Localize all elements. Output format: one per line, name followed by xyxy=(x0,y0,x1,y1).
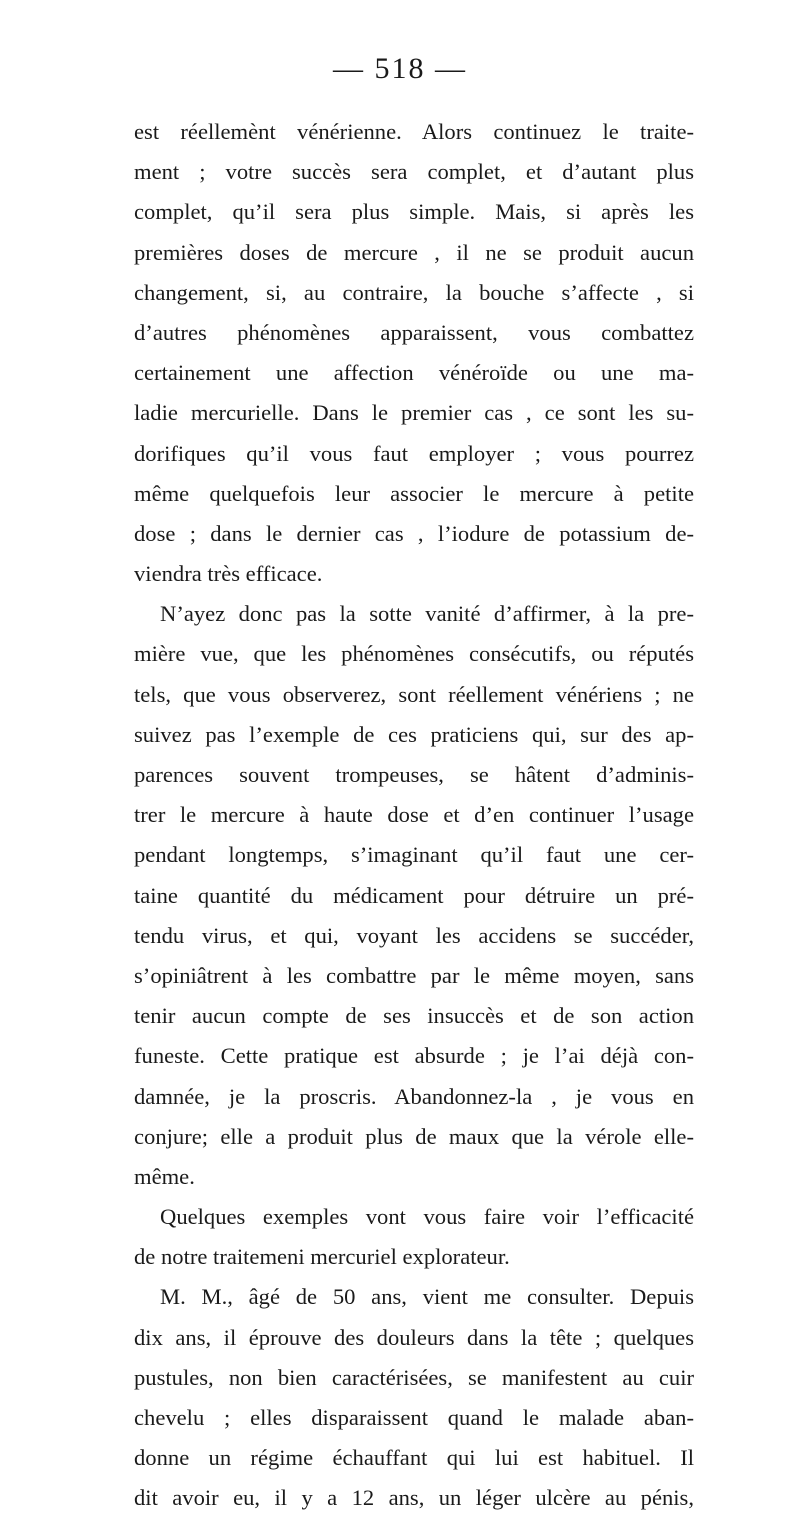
text-line: ment ; votre succès sera complet, et d’autant plus xyxy=(134,159,694,185)
text-line: viendra très efficace. xyxy=(134,561,323,587)
text-line: certainement une affection vénéroïde ou une ma- xyxy=(134,360,694,386)
text-line: dix ans, il éprouve des douleurs dans la tête ; quelques xyxy=(134,1324,694,1350)
text-line: damnée, je la proscris. Abandonnez-la , je vous en xyxy=(134,1083,694,1109)
text-line: mière vue, que les phénomènes consécutifs, ou réputés xyxy=(134,641,694,667)
text-line: pustules, non bien caractérisées, se manifestent au cuir xyxy=(134,1364,694,1390)
text-line: tendu virus, et qui, voyant les accidens se succéder, xyxy=(134,922,694,948)
text-line: funeste. Cette pratique est absurde ; je l’ai déjà con- xyxy=(134,1043,694,1069)
text-line: Quelques exemples vont vous faire voir l’efficacité xyxy=(160,1204,694,1230)
text-line: tels, que vous observerez, sont réellement vénériens ; ne xyxy=(134,681,694,707)
text-line: complet, qu’il sera plus simple. Mais, si après les xyxy=(134,199,694,225)
text-line: est réellemènt vénérienne. Alors continuez le traite- xyxy=(134,119,694,144)
text-line: même quelquefois leur associer le mercure à petite xyxy=(134,480,694,506)
text-line: ladie mercurielle. Dans le premier cas , ce sont les su- xyxy=(134,400,694,426)
page-number: — 518 — xyxy=(333,52,467,85)
text-line: parences souvent trompeuses, se hâtent d’adminis- xyxy=(134,762,694,787)
text-line: même. xyxy=(134,1163,195,1189)
text-line: premières doses de mercure , il ne se produit aucun xyxy=(134,239,694,265)
text-line: pendant longtemps, s’imaginant qu’il faut une cer- xyxy=(134,842,694,868)
text-line: taine quantité du médicament pour détruire un pré- xyxy=(134,882,694,908)
text-line: dorifiques qu’il vous faut employer ; vous pourrez xyxy=(134,440,694,466)
text-line: trer le mercure à haute dose et d’en continuer l’usage xyxy=(134,802,694,828)
text-line: conjure; elle a produit plus de maux que la vérole elle- xyxy=(134,1123,694,1149)
text-line: M. M., âgé de 50 ans, vient me consulter. Depuis xyxy=(160,1284,694,1310)
text-line: d’autres phénomènes apparaissent, vous combattez xyxy=(134,319,694,345)
text-line: N’ayez donc pas la sotte vanité d’affirmer, à la pre- xyxy=(160,601,694,627)
text-line: dose ; dans le dernier cas , l’iodure de potassium de- xyxy=(134,520,694,546)
text-line: donne un régime échauffant qui lui est habituel. Il xyxy=(134,1445,694,1471)
text-line: dit avoir eu, il y a 12 ans, un léger ulcère au pénis, xyxy=(134,1485,694,1511)
text-line: chevelu ; elles disparaissent quand le malade aban- xyxy=(134,1405,694,1430)
text-line: de notre traitemeni mercuriel explorateur. xyxy=(134,1244,510,1270)
text-line: changement, si, au contraire, la bouche s’affecte , si xyxy=(134,279,694,305)
text-line: s’opiniâtrent à les combattre par le même moyen, sans xyxy=(134,962,694,988)
text-line: suivez pas l’exemple de ces praticiens qui, sur des ap- xyxy=(134,721,694,747)
body-text xyxy=(134,112,694,1519)
text-line: tenir aucun compte de ses insuccès et de son action xyxy=(134,1003,694,1029)
